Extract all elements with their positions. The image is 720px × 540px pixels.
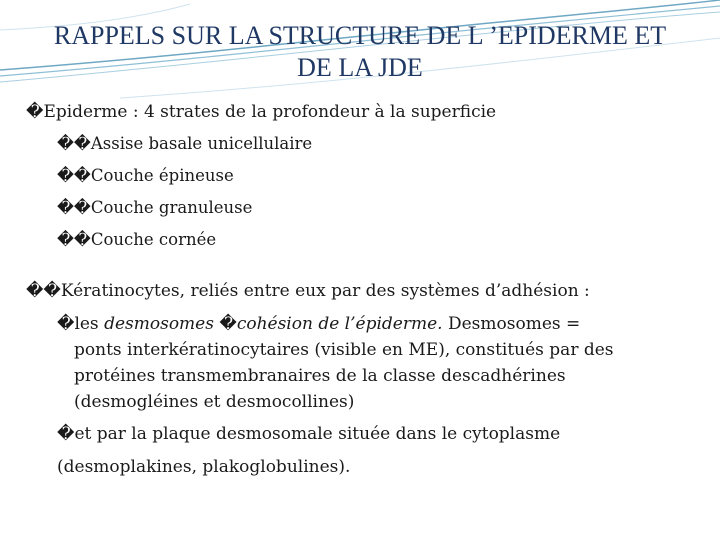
keratinocytes-heading: Kératinocytes, reliés entre eux par des systèmes d’adhésion :: [60, 281, 590, 301]
sub-bullet-icon: ��: [57, 134, 91, 153]
layer-item: [57, 133, 312, 155]
slide-title: [0, 20, 720, 84]
slide-title-line-1: RAPPELS SUR LA STRUCTURE DE L ’EPIDERME ET: [53, 21, 667, 50]
epiderme-heading: Epiderme : 4 strates de la profondeur à la superficie: [43, 102, 497, 122]
layer-label: Couche cornée: [90, 230, 217, 249]
plaque-line-1: et par la plaque desmosomale située dans le cytoplasme: [74, 424, 561, 444]
desmo-line-3: protéines transmembranaires de la classe descadhérines: [74, 366, 566, 386]
layer-item: [57, 229, 216, 251]
layer-label: Couche épineuse: [90, 166, 234, 185]
sub-bullet-icon: ��: [57, 166, 91, 185]
layer-label: Couche granuleuse: [90, 198, 253, 217]
sub-bullet-icon: ��: [26, 281, 61, 301]
epiderme-heading-row: [26, 101, 496, 123]
bullet-icon: �: [57, 424, 75, 444]
desmosomes-row: [57, 313, 580, 335]
sub-bullet-icon: ��: [57, 198, 91, 217]
sub-bullet-icon: ��: [57, 230, 91, 249]
layer-item: [57, 165, 234, 187]
desmo-term: desmosomes: [104, 314, 220, 334]
desmo-cohesion: cohésion de l’épiderme.: [236, 314, 443, 334]
desmo-line-4: (desmogléines et desmocollines): [74, 392, 355, 412]
desmo-prefix: les: [74, 314, 105, 334]
plaque-line-2: (desmoplakines, plakoglobulines).: [57, 457, 351, 477]
keratinocytes-heading-row: [26, 280, 590, 302]
arrow-icon: �: [219, 314, 237, 334]
bullet-icon: �: [26, 102, 44, 122]
plaque-row: [57, 423, 560, 445]
bullet-icon: �: [57, 314, 75, 334]
layer-item: [57, 197, 252, 219]
desmo-rest: Desmosomes =: [442, 314, 581, 334]
desmo-line-2: ponts interkératinocytaires (visible en ME), constitués par des: [74, 340, 614, 360]
layer-label: Assise basale unicellulaire: [90, 134, 313, 153]
slide-title-line-2: DE LA JDE: [297, 53, 423, 82]
